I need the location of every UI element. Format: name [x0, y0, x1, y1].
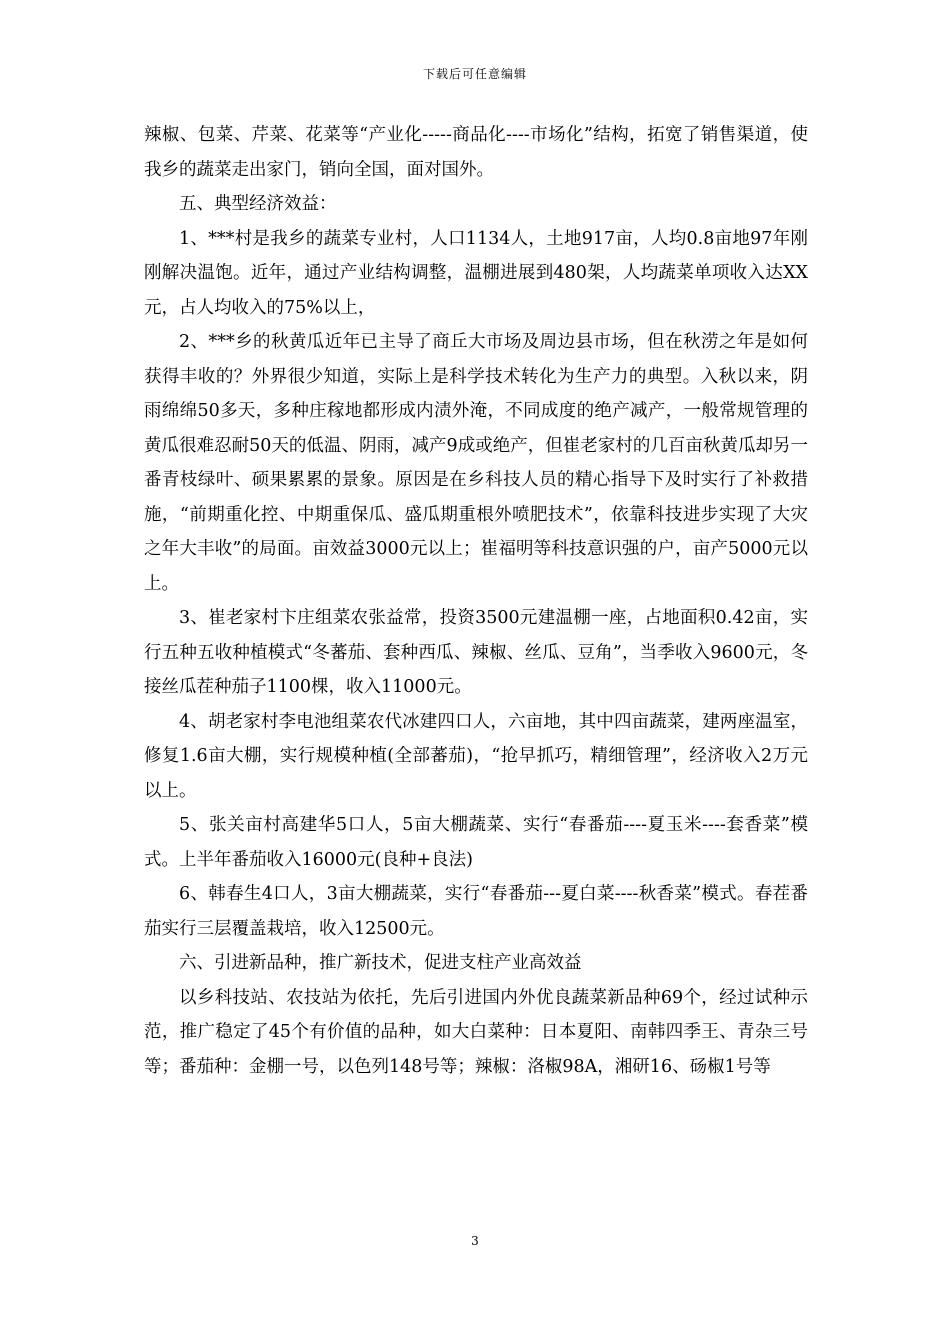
page-number: 3 — [471, 1234, 479, 1248]
paragraph-item-1: 1、***村是我乡的蔬菜专业村，人口1134人，土地917亩，人均0.8亩地97年刚刚解决温饱。近年，通过产业结构调整，温棚进展到480架，人均蔬菜单项收入达XX元，占人均收入的75%以上， — [144, 228, 808, 318]
document-body — [144, 118, 808, 1084]
paragraph-item-5: 5、张关亩村高建华5口人，5亩大棚蔬菜、实行“春番茄----夏玉米----套香菜”模式。上半年番茄收入16000元(良种+良法) — [144, 815, 808, 870]
paragraph-new-varieties: 以乡科技站、农技站为依托，先后引进国内外优良蔬菜新品种69个，经过试种示范，推广稳定了45个有价值的品种，如大白菜种：日本夏阳、南韩四季王、青杂三号等；番茄种：金棚一号，以色列148号等；辣椒：洛椒98A，湘研16、砀椒1号等 — [144, 987, 808, 1077]
section-heading-6: 六、引进新品种，推广新技术，促进支柱产业高效益 — [179, 953, 582, 973]
paragraph-item-2: 2、***乡的秋黄瓜近年已主导了商丘大市场及周边县市场，但在秋涝之年是如何获得丰收的？外界很少知道，实际上是科学技术转化为生产力的典型。入秋以来，阴雨绵绵50多天，多种庄稼地都形成内渍外淹，不同成度的绝产减产，一般常规管理的黄瓜很难忍耐50天的低温、阴雨，减产9成或绝产，但崔老家村的几百亩秋黄瓜却另一番青枝绿叶、硕果累累的景象。原因是在乡科技人员的精心指导下及时实行了补救措施，“前期重化控、中期重保瓜、盛瓜期重根外喷肥技术”，依靠科技进步实现了大灾之年大丰收”的局面。亩效益3000元以上；崔福明等科技意识强的户，亩产5000元以上。 — [144, 332, 808, 594]
paragraph-continued: 辣椒、包菜、芹菜、花菜等“产业化-----商品化----市场化”结构，拓宽了销售渠道，使我乡的蔬菜走出家门，销向全国，面对国外。 — [144, 125, 808, 180]
section-heading-5: 五、典型经济效益： — [179, 194, 337, 214]
page-header: 下载后可任意编辑 — [422, 67, 527, 81]
paragraph-item-6: 6、韩春生4口人，3亩大棚蔬菜，实行“春番茄---夏白菜----秋香菜”模式。春茬番茄实行三层覆盖栽培，收入12500元。 — [144, 884, 808, 939]
paragraph-item-3: 3、崔老家村卞庄组菜农张益常，投资3500元建温棚一座，占地面积0.42亩，实行五种五收种植模式“冬蕃茄、套种西瓜、辣椒、丝瓜、豆角”，当季收入9600元，冬接丝瓜茬种茄子1100棵，收入11000元。 — [144, 608, 808, 697]
paragraph-item-4: 4、胡老家村李电池组菜农代冰建四口人，六亩地，其中四亩蔬菜，建两座温室，修复1.6亩大棚，实行规模种植(全部蕃茄)，“抢早抓巧，精细管理”，经济收入2万元以上。 — [144, 711, 808, 801]
